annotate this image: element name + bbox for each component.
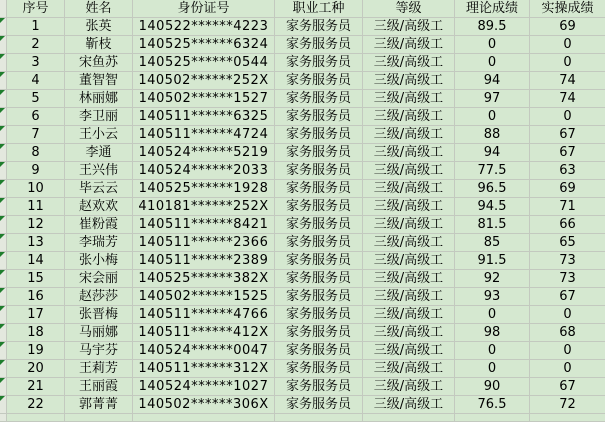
cell-name[interactable]: 张小梅 — [65, 252, 133, 270]
cell-theory-score[interactable]: 85 — [455, 234, 530, 252]
table-row — [0, 360, 605, 378]
cell-theory-score[interactable]: 88 — [455, 126, 530, 144]
cell-occupation[interactable]: 家务服务员 — [275, 378, 363, 396]
cell-name[interactable]: 王小云 — [65, 126, 133, 144]
cell-id-number[interactable]: 140502******252X — [133, 72, 275, 90]
error-triangle-icon — [0, 54, 5, 59]
table-row — [0, 90, 605, 108]
cell-id-number[interactable]: 140524******0047 — [133, 342, 275, 360]
table-row — [0, 216, 605, 234]
cell-id-number[interactable]: 140511******2389 — [133, 252, 275, 270]
header-cell-practical-score[interactable]: 实操成绩 — [530, 0, 605, 18]
cell-serial[interactable]: 13 — [7, 234, 65, 252]
row-indicator-cell[interactable] — [0, 72, 7, 90]
cell-level[interactable]: 三级/高级工 — [363, 306, 455, 324]
cell-practical-score[interactable]: 0 — [530, 108, 605, 126]
cell-name[interactable]: 宋鱼苏 — [65, 54, 133, 72]
row-indicator-cell[interactable] — [0, 54, 7, 72]
error-triangle-icon — [0, 216, 5, 221]
cell-name[interactable]: 李瑞芳 — [65, 234, 133, 252]
cell-level[interactable]: 三级/高级工 — [363, 378, 455, 396]
cell-theory-score[interactable]: 98 — [455, 324, 530, 342]
cell-level[interactable]: 三级/高级工 — [363, 18, 455, 36]
cell-serial[interactable]: 6 — [7, 108, 65, 126]
error-triangle-icon — [0, 180, 5, 185]
cell-theory-score[interactable]: 0 — [455, 306, 530, 324]
cell-level[interactable]: 三级/高级工 — [363, 72, 455, 90]
error-triangle-icon — [0, 234, 5, 239]
empty-cell[interactable] — [275, 414, 363, 422]
cell-id-number[interactable]: 140524******2033 — [133, 162, 275, 180]
row-indicator-cell[interactable] — [0, 360, 7, 378]
table-row — [0, 198, 605, 216]
cell-theory-score[interactable]: 90 — [455, 378, 530, 396]
cell-occupation[interactable]: 家务服务员 — [275, 234, 363, 252]
row-indicator-cell[interactable] — [0, 36, 7, 54]
table-row — [0, 144, 605, 162]
cell-name[interactable]: 李通 — [65, 144, 133, 162]
cell-practical-score[interactable]: 63 — [530, 162, 605, 180]
cell-id-number[interactable]: 140511******2366 — [133, 234, 275, 252]
table-row — [0, 126, 605, 144]
row-indicator-cell[interactable] — [0, 108, 7, 126]
cell-serial[interactable]: 1 — [7, 18, 65, 36]
empty-cell[interactable] — [133, 414, 275, 422]
row-indicator-cell[interactable] — [0, 414, 7, 422]
table-row — [0, 162, 605, 180]
table-row — [0, 252, 605, 270]
error-triangle-icon — [0, 18, 5, 23]
cell-practical-score[interactable]: 66 — [530, 216, 605, 234]
empty-cell[interactable] — [7, 414, 65, 422]
cell-id-number[interactable]: 140525******1928 — [133, 180, 275, 198]
cell-name[interactable]: 王兴伟 — [65, 162, 133, 180]
cell-name[interactable]: 马宇芬 — [65, 342, 133, 360]
row-indicator-cell[interactable] — [0, 126, 7, 144]
cell-level[interactable]: 三级/高级工 — [363, 162, 455, 180]
cell-theory-score[interactable]: 0 — [455, 360, 530, 378]
header-cell-theory-score[interactable]: 理论成绩 — [455, 0, 530, 18]
cell-occupation[interactable]: 家务服务员 — [275, 180, 363, 198]
error-triangle-icon — [0, 288, 5, 293]
table-row — [0, 72, 605, 90]
table-row — [0, 270, 605, 288]
cell-occupation[interactable]: 家务服务员 — [275, 108, 363, 126]
cell-name[interactable]: 靳枝 — [65, 36, 133, 54]
row-indicator-cell[interactable] — [0, 342, 7, 360]
table-row — [0, 396, 605, 414]
cell-name[interactable]: 赵欢欢 — [65, 198, 133, 216]
cell-theory-score[interactable]: 97 — [455, 90, 530, 108]
cell-id-number[interactable]: 140511******6325 — [133, 108, 275, 126]
cell-theory-score[interactable]: 0 — [455, 342, 530, 360]
cell-theory-score[interactable]: 92 — [455, 270, 530, 288]
cell-id-number[interactable]: 140525******382X — [133, 270, 275, 288]
row-indicator-cell[interactable] — [0, 198, 7, 216]
empty-cell[interactable] — [363, 414, 455, 422]
row-indicator-cell[interactable] — [0, 378, 7, 396]
table-row — [0, 18, 605, 36]
cell-occupation[interactable]: 家务服务员 — [275, 216, 363, 234]
cell-occupation[interactable]: 家务服务员 — [275, 162, 363, 180]
cell-practical-score[interactable]: 74 — [530, 90, 605, 108]
cell-practical-score[interactable]: 0 — [530, 54, 605, 72]
cell-occupation[interactable]: 家务服务员 — [275, 198, 363, 216]
cell-practical-score[interactable]: 69 — [530, 180, 605, 198]
cell-level[interactable]: 三级/高级工 — [363, 144, 455, 162]
cell-occupation[interactable]: 家务服务员 — [275, 36, 363, 54]
cell-serial[interactable]: 8 — [7, 144, 65, 162]
cell-name[interactable]: 王莉芳 — [65, 360, 133, 378]
cell-name[interactable]: 张英 — [65, 18, 133, 36]
cell-id-number[interactable]: 140502******306X — [133, 396, 275, 414]
cell-serial[interactable]: 10 — [7, 180, 65, 198]
cell-level[interactable]: 三级/高级工 — [363, 324, 455, 342]
cell-name[interactable]: 郭菁菁 — [65, 396, 133, 414]
cell-occupation[interactable]: 家务服务员 — [275, 72, 363, 90]
empty-cell[interactable] — [455, 414, 530, 422]
cell-theory-score[interactable]: 89.5 — [455, 18, 530, 36]
cell-level[interactable]: 三级/高级工 — [363, 288, 455, 306]
error-triangle-icon — [0, 360, 5, 365]
cell-practical-score[interactable]: 67 — [530, 126, 605, 144]
row-indicator-cell[interactable] — [0, 324, 7, 342]
cell-practical-score[interactable]: 67 — [530, 144, 605, 162]
error-triangle-icon — [0, 306, 5, 311]
cell-level[interactable]: 三级/高级工 — [363, 270, 455, 288]
cell-level[interactable]: 三级/高级工 — [363, 198, 455, 216]
empty-cell[interactable] — [65, 414, 133, 422]
error-triangle-icon — [0, 198, 5, 203]
row-indicator-cell[interactable] — [0, 234, 7, 252]
partial-bottom-row — [0, 414, 605, 422]
cell-serial[interactable]: 17 — [7, 306, 65, 324]
cell-name[interactable]: 张晋梅 — [65, 306, 133, 324]
table-row — [0, 342, 605, 360]
row-indicator-cell[interactable] — [0, 252, 7, 270]
cell-id-number[interactable]: 140511******4724 — [133, 126, 275, 144]
cell-practical-score[interactable]: 73 — [530, 270, 605, 288]
row-indicator-cell[interactable] — [0, 144, 7, 162]
cell-theory-score[interactable]: 0 — [455, 54, 530, 72]
cell-occupation[interactable]: 家务服务员 — [275, 126, 363, 144]
cell-theory-score[interactable]: 0 — [455, 108, 530, 126]
row-indicator-cell[interactable] — [0, 180, 7, 198]
row-indicator-cell[interactable] — [0, 90, 7, 108]
cell-occupation[interactable]: 家务服务员 — [275, 270, 363, 288]
cell-serial[interactable]: 12 — [7, 216, 65, 234]
table-row — [0, 54, 605, 72]
table-row — [0, 378, 605, 396]
cell-id-number[interactable]: 140525******0544 — [133, 54, 275, 72]
table-row — [0, 288, 605, 306]
cell-practical-score[interactable]: 67 — [530, 378, 605, 396]
cell-theory-score[interactable]: 0 — [455, 36, 530, 54]
cell-occupation[interactable]: 家务服务员 — [275, 288, 363, 306]
table-row — [0, 306, 605, 324]
error-triangle-icon — [0, 396, 5, 401]
row-indicator-cell[interactable] — [0, 270, 7, 288]
cell-theory-score[interactable]: 81.5 — [455, 216, 530, 234]
cell-occupation[interactable]: 家务服务员 — [275, 252, 363, 270]
error-triangle-icon — [0, 378, 5, 383]
cell-theory-score[interactable]: 77.5 — [455, 162, 530, 180]
cell-serial[interactable]: 15 — [7, 270, 65, 288]
cell-serial[interactable]: 7 — [7, 126, 65, 144]
cell-practical-score[interactable]: 65 — [530, 234, 605, 252]
error-triangle-icon — [0, 324, 5, 329]
cell-level[interactable]: 三级/高级工 — [363, 90, 455, 108]
error-triangle-icon — [0, 252, 5, 257]
cell-practical-score[interactable]: 0 — [530, 360, 605, 378]
error-triangle-icon — [0, 90, 5, 95]
cell-id-number[interactable]: 140511******312X — [133, 360, 275, 378]
cell-practical-score[interactable]: 0 — [530, 306, 605, 324]
cell-serial[interactable]: 20 — [7, 360, 65, 378]
row-indicator-cell[interactable] — [0, 162, 7, 180]
cell-serial[interactable]: 21 — [7, 378, 65, 396]
cell-level[interactable]: 三级/高级工 — [363, 216, 455, 234]
error-triangle-icon — [0, 36, 5, 41]
cell-id-number[interactable]: 140525******6324 — [133, 36, 275, 54]
cell-id-number[interactable]: 140511******8421 — [133, 216, 275, 234]
header-cell-serial[interactable]: 序号 — [7, 0, 65, 18]
cell-occupation[interactable]: 家务服务员 — [275, 306, 363, 324]
cell-level[interactable]: 三级/高级工 — [363, 342, 455, 360]
cell-serial[interactable]: 16 — [7, 288, 65, 306]
cell-practical-score[interactable]: 0 — [530, 36, 605, 54]
row-indicator-cell[interactable] — [0, 18, 7, 36]
cell-practical-score[interactable]: 69 — [530, 18, 605, 36]
error-triangle-icon — [0, 162, 5, 167]
header-cell-name[interactable]: 姓名 — [65, 0, 133, 18]
table-row — [0, 180, 605, 198]
cell-serial[interactable]: 5 — [7, 90, 65, 108]
cell-name[interactable]: 毕云云 — [65, 180, 133, 198]
table-row — [0, 36, 605, 54]
table-row — [0, 324, 605, 342]
cell-theory-score[interactable]: 94 — [455, 144, 530, 162]
cell-name[interactable]: 李卫丽 — [65, 108, 133, 126]
cell-serial[interactable]: 4 — [7, 72, 65, 90]
row-indicator-cell[interactable] — [0, 288, 7, 306]
cell-id-number[interactable]: 410181******252X — [133, 198, 275, 216]
cell-serial[interactable]: 11 — [7, 198, 65, 216]
cell-practical-score[interactable]: 0 — [530, 342, 605, 360]
error-triangle-icon — [0, 270, 5, 275]
cell-occupation[interactable]: 家务服务员 — [275, 324, 363, 342]
cell-serial[interactable]: 3 — [7, 54, 65, 72]
cell-name[interactable]: 董智智 — [65, 72, 133, 90]
cell-serial[interactable]: 22 — [7, 396, 65, 414]
cell-theory-score[interactable]: 93 — [455, 288, 530, 306]
cell-practical-score[interactable]: 71 — [530, 198, 605, 216]
error-triangle-icon — [0, 126, 5, 131]
cell-id-number[interactable]: 140502******1525 — [133, 288, 275, 306]
cell-theory-score[interactable]: 94 — [455, 72, 530, 90]
cell-name[interactable]: 崔粉霞 — [65, 216, 133, 234]
cell-id-number[interactable]: 140522******4223 — [133, 18, 275, 36]
cell-serial[interactable]: 19 — [7, 342, 65, 360]
cell-practical-score[interactable]: 74 — [530, 72, 605, 90]
error-triangle-icon — [0, 144, 5, 149]
cell-id-number[interactable]: 140511******412X — [133, 324, 275, 342]
cell-theory-score[interactable]: 91.5 — [455, 252, 530, 270]
error-triangle-icon — [0, 72, 5, 77]
empty-cell[interactable] — [530, 414, 605, 422]
cell-name[interactable]: 马丽娜 — [65, 324, 133, 342]
cell-id-number[interactable]: 140502******1527 — [133, 90, 275, 108]
cell-occupation[interactable]: 家务服务员 — [275, 18, 363, 36]
cell-name[interactable]: 林丽娜 — [65, 90, 133, 108]
cell-name[interactable]: 宋会丽 — [65, 270, 133, 288]
cell-occupation[interactable]: 家务服务员 — [275, 396, 363, 414]
cell-id-number[interactable]: 140511******4766 — [133, 306, 275, 324]
cell-level[interactable]: 三级/高级工 — [363, 126, 455, 144]
cell-occupation[interactable]: 家务服务员 — [275, 342, 363, 360]
cell-theory-score[interactable]: 76.5 — [455, 396, 530, 414]
cell-level[interactable]: 三级/高级工 — [363, 54, 455, 72]
cell-name[interactable]: 王丽霞 — [65, 378, 133, 396]
cell-level[interactable]: 三级/高级工 — [363, 108, 455, 126]
cell-serial[interactable]: 2 — [7, 36, 65, 54]
cell-level[interactable]: 三级/高级工 — [363, 234, 455, 252]
row-indicator-cell[interactable] — [0, 396, 7, 414]
header-row — [0, 0, 605, 18]
cell-practical-score[interactable]: 72 — [530, 396, 605, 414]
cell-name[interactable]: 赵莎莎 — [65, 288, 133, 306]
table-row — [0, 234, 605, 252]
header-cell-level[interactable]: 等级 — [363, 0, 455, 18]
cell-level[interactable]: 三级/高级工 — [363, 252, 455, 270]
error-triangle-icon — [0, 108, 5, 113]
table-row — [0, 108, 605, 126]
row-indicator-cell[interactable] — [0, 306, 7, 324]
header-cell-id-number[interactable]: 身份证号 — [133, 0, 275, 18]
cell-practical-score[interactable]: 68 — [530, 324, 605, 342]
cell-occupation[interactable]: 家务服务员 — [275, 54, 363, 72]
cell-occupation[interactable]: 家务服务员 — [275, 90, 363, 108]
cell-occupation[interactable]: 家务服务员 — [275, 144, 363, 162]
row-indicator-cell[interactable] — [0, 0, 7, 18]
cell-practical-score[interactable]: 67 — [530, 288, 605, 306]
cell-practical-score[interactable]: 73 — [530, 252, 605, 270]
cell-id-number[interactable]: 140524******1027 — [133, 378, 275, 396]
cell-occupation[interactable]: 家务服务员 — [275, 360, 363, 378]
row-indicator-cell[interactable] — [0, 216, 7, 234]
cell-level[interactable]: 三级/高级工 — [363, 360, 455, 378]
table-body — [0, 18, 605, 414]
cell-level[interactable]: 三级/高级工 — [363, 396, 455, 414]
cell-theory-score[interactable]: 96.5 — [455, 180, 530, 198]
header-cell-occupation[interactable]: 职业工种 — [275, 0, 363, 18]
cell-serial[interactable]: 14 — [7, 252, 65, 270]
cell-level[interactable]: 三级/高级工 — [363, 36, 455, 54]
cell-theory-score[interactable]: 94.5 — [455, 198, 530, 216]
error-triangle-icon — [0, 342, 5, 347]
cell-id-number[interactable]: 140524******5219 — [133, 144, 275, 162]
cell-level[interactable]: 三级/高级工 — [363, 180, 455, 198]
cell-serial[interactable]: 9 — [7, 162, 65, 180]
cell-serial[interactable]: 18 — [7, 324, 65, 342]
